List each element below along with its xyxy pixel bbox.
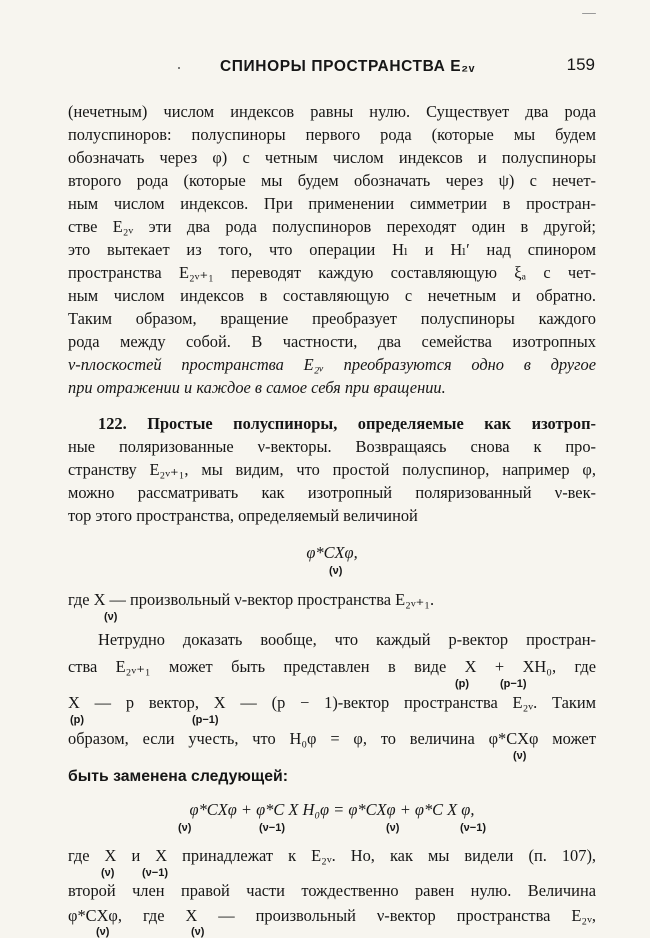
text-line: стве E₂ᵥ эти два рода полуспиноров переходят один в другой; [68,217,596,236]
text-line: обозначать через φ) с четным числом индексов и полуспиноры [68,148,596,167]
text-line-italic: ν-плоскостей пространства E₂ᵥ преобразуются одно в другое [68,355,596,374]
subscript-nu: (ν) [386,822,400,834]
section-heading: 122. Простые полуспиноры, определяемые как изотроп- [98,414,596,433]
text-line-italic: при отражении и каждое в самое себя при вращении. [68,378,446,397]
text-line: X — p вектор, X — (p − 1)-вектор пространства E₂ᵥ. Таким [68,693,596,712]
text-line: рода между собой. В частности, два семейства изотропных [68,332,596,351]
running-title: СПИНОРЫ ПРОСТРАНСТВА E₂ᵥ [220,58,475,75]
text-line: ным числом индексов. При применении симметрии в простран- [68,194,596,213]
text-line: ным числом индексов в составляющую с нечетным и обратно. [68,286,596,305]
text-line: полуспиноров: полуспиноры первого рода (которые мы будем [68,125,596,144]
subscript-nu: (ν) [101,867,115,879]
text-line: образом, если учесть, что H₀φ = φ, то величина φ*CXφ может [68,729,596,748]
page-number: 159 [566,55,595,74]
subscript-nu-minus-1: (ν−1) [259,822,285,834]
subscript-p: (p) [455,678,470,690]
formula-1: φ*CXφ, [306,543,358,562]
subscript-p-minus-1: (p−1) [500,678,527,690]
text-line: второго рода (которые мы будем обозначать через ψ) с нечет- [68,171,596,190]
text-line: где X — произвольный ν-вектор пространства E₂ᵥ₊₁. [68,590,435,609]
text-line: где X и X принадлежат к E₂ᵥ. Но, как мы видели (п. 107), [68,846,596,865]
text-line: Таким образом, вращение преобразует полуспиноры каждого [68,309,596,328]
subscript-nu: (ν) [329,565,343,577]
subscript-nu-minus-1: (ν−1) [460,822,486,834]
formula-2: φ*CXφ + φ*C X H₀φ = φ*CXφ + φ*C X φ, [189,800,475,819]
corner-mark [582,13,596,14]
subscript-p-minus-1: (p−1) [192,714,219,726]
text-line: второй член правой части тождественно равен нулю. Величина [68,881,596,900]
subscript-p: (p) [70,714,85,726]
page-header [60,50,595,80]
subscript-nu: (ν) [178,822,192,834]
text-line: Нетрудно доказать вообще, что каждый p-вектор простран- [98,630,596,649]
text-line: пространства E₂ᵥ₊₁ переводят каждую составляющую ξₐ с чет- [68,263,596,282]
text-line: тор этого пространства, определяемый величиной [68,506,418,525]
subscript-nu: (ν) [191,926,205,938]
text-line: можно рассматривать как изотропный поляризованный ν-век- [68,483,596,502]
text-line: это вытекает из того, что операции Hₗ и Hₗ′ над спинором [68,240,596,259]
subscript-nu: (ν) [96,926,110,938]
text-line: ные поляризованные ν-векторы. Возвращаясь снова к про- [68,437,596,456]
text-line: (нечетным) числом индексов равны нулю. Существует два рода [68,102,596,121]
text-line: ства E₂ᵥ₊₁ может быть представлен в виде X + XH₀, где [68,657,596,676]
text-line: быть заменена следующей: [68,768,289,785]
header-ornament-dot [178,67,180,69]
subscript-nu: (ν) [513,750,527,762]
subscript-nu: (ν) [104,611,118,623]
text-line: странству E₂ᵥ₊₁, мы видим, что простой полуспинор, например φ, [68,460,596,479]
subscript-nu-minus-1: (ν−1) [142,867,168,879]
text-line: φ*CXφ, где X — произвольный ν-вектор пространства E₂ᵥ, [68,906,596,925]
